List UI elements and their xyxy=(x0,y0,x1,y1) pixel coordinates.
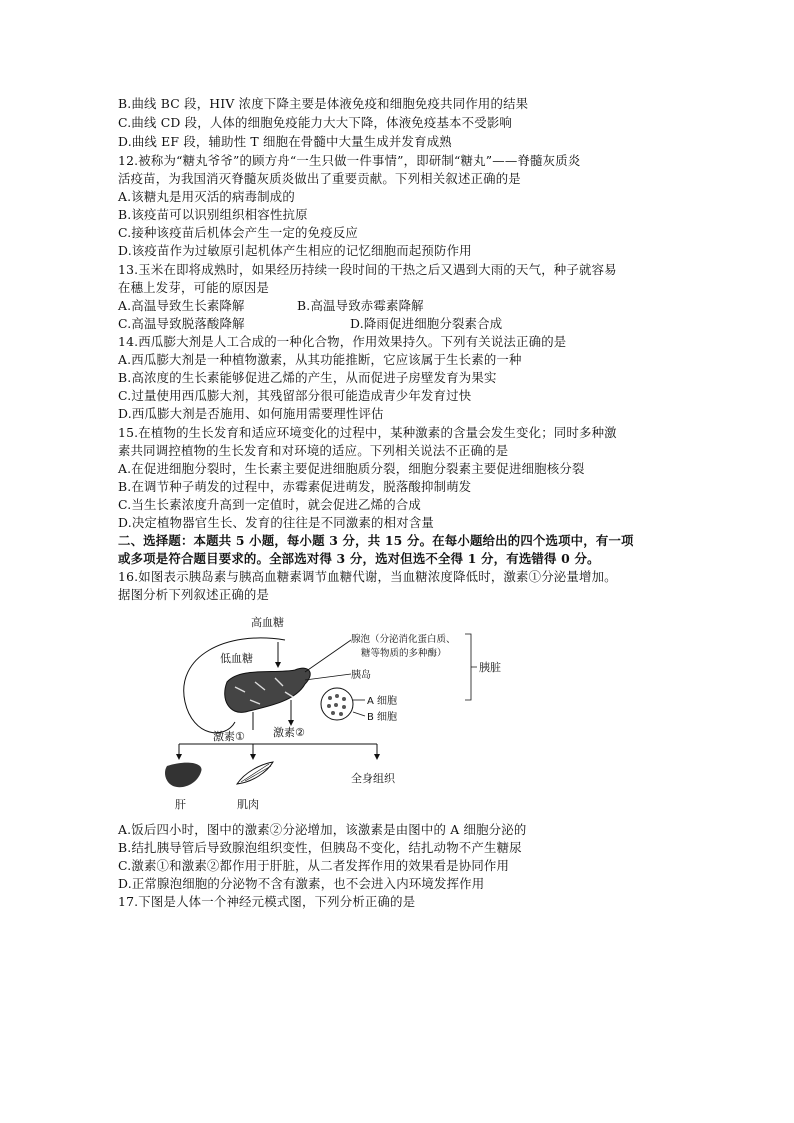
b-cell-pointer xyxy=(353,712,365,716)
section-2-heading: 或多项是符合题目要求的。全部选对得 3 分，选对但选不全得 1 分，有选错得 0 分。 xyxy=(118,551,600,566)
liver-label: 肝 xyxy=(175,798,186,811)
section-2-heading: 二、选择题：本题共 5 小题，每小题 3 分，共 15 分。在每小题给出的四个选项中，有一项 xyxy=(118,533,634,548)
islet-pointer xyxy=(305,674,351,680)
question-12-stem: 活疫苗，为我国消灭脊髓灰质炎做出了重要贡献。下列相关叙述正确的是 xyxy=(118,171,521,186)
islet-label: 胰岛 xyxy=(351,670,371,681)
glucose-regulation-diagram xyxy=(165,612,525,812)
arrowhead xyxy=(176,754,182,760)
question-15-stem: 素共同调控植物的生长发育和对环境的适应。下列相关说法不正确的是 xyxy=(118,443,509,458)
question-12-option-b: B.该疫苗可以识别组织相容性抗原 xyxy=(118,207,308,222)
pancreas-bracket xyxy=(465,634,477,700)
question-16-option-a: A.饭后四小时，图中的激素②分泌增加，该激素是由图中的 A 细胞分泌的 xyxy=(118,822,527,837)
pancreas-shape xyxy=(225,668,310,712)
question-15-option-b: B.在调节种子萌发的过程中，赤霉素促进萌发，脱落酸抑制萌发 xyxy=(118,479,472,494)
arrowhead xyxy=(374,754,380,760)
question-14-option-d: D.西瓜膨大剂是否施用、如何施用需要理性评估 xyxy=(118,406,384,421)
text-line: D.曲线 EF 段，辅助性 T 细胞在骨髓中大量生成并发育成熟 xyxy=(118,134,452,149)
question-17-stem: 17.下图是人体一个神经元模式图，下列分析正确的是 xyxy=(118,894,416,909)
question-15-option-c: C.当生长素浓度升高到一定值时，就会促进乙烯的合成 xyxy=(118,497,421,512)
question-12-stem: 12.被称为“糖丸爷爷”的顾方舟“一生只做一件事情”，即研制“糖丸”——脊髓灰质炎 xyxy=(118,153,581,168)
question-13-option-b: B.高温导致赤霉素降解 xyxy=(297,298,424,313)
b-cell-label: B 细胞 xyxy=(367,712,398,723)
hormone1-label: 激素① xyxy=(213,730,245,743)
question-14-option-a: A.西瓜膨大剂是一种植物激素，从其功能推断，它应该属于生长素的一种 xyxy=(118,352,522,367)
arrowhead xyxy=(250,754,256,760)
question-15-option-d: D.决定植物器官生长、发育的往往是不同激素的相对含量 xyxy=(118,515,435,530)
question-13-option-a: A.高温导致生长素降解 xyxy=(118,298,245,313)
pancreas-label: 胰脏 xyxy=(479,661,501,674)
arrowhead xyxy=(275,662,281,668)
question-13-option-d: D.降雨促进细胞分裂素合成 xyxy=(350,316,503,331)
question-16-option-b: B.结扎胰导管后导致腺泡组织变性，但胰岛不变化，结扎动物不产生糖尿 xyxy=(118,840,522,855)
acinus-label-2: 糖等物质的多种酶） xyxy=(361,648,447,659)
question-12-option-d: D.该疫苗作为过敏原引起机体产生相应的记忆细胞而起预防作用 xyxy=(118,243,472,258)
question-13-stem: 13.玉米在即将成熟时，如果经历持续一段时间的干热之后又遇到大雨的天气，种子就容易 xyxy=(118,262,617,277)
acinus-label: 腺泡（分泌消化蛋白质、 xyxy=(351,634,456,645)
question-13-option-c: C.高温导致脱落酸降解 xyxy=(118,316,245,331)
question-16-stem: 据图分析下列叙述正确的是 xyxy=(118,587,270,602)
question-15-option-a: A.在促进细胞分裂时，生长素主要促进细胞质分裂，细胞分裂素主要促进细胞核分裂 xyxy=(118,461,585,476)
question-16-stem: 16.如图表示胰岛素与胰高血糖素调节血糖代谢，当血糖浓度降低时，激素①分泌量增加。 xyxy=(118,569,617,584)
muscle-fibers xyxy=(241,764,271,782)
acinus-pointer xyxy=(305,640,351,672)
question-12-option-a: A.该糖丸是用灭活的病毒制成的 xyxy=(118,189,295,204)
whole-body-label: 全身组织 xyxy=(351,772,395,785)
muscle-label: 肌肉 xyxy=(237,798,259,811)
text-line: B.曲线 BC 段，HIV 浓度下降主要是体液免疫和细胞免疫共同作用的结果 xyxy=(118,96,529,111)
low-sugar-label: 低血糖 xyxy=(220,652,253,665)
text-line: C.曲线 CD 段，人体的细胞免疫能力大大下降，体液免疫基本不受影响 xyxy=(118,115,513,130)
question-13-stem: 在穗上发芽，可能的原因是 xyxy=(118,280,270,295)
question-16-option-c: C.激素①和激素②都作用于肝脏，从二者发挥作用的效果看是协同作用 xyxy=(118,858,510,873)
hormone2-label: 激素② xyxy=(273,726,305,739)
question-12-option-c: C.接种该疫苗后机体会产生一定的免疫反应 xyxy=(118,225,359,240)
question-15-stem: 15.在植物的生长发育和适应环境变化的过程中，某种激素的含量会发生变化；同时多种激 xyxy=(118,425,617,440)
high-sugar-label: 高血糖 xyxy=(251,616,284,629)
question-14-stem: 14.西瓜膨大剂是人工合成的一种化合物，作用效果持久。下列有关说法正确的是 xyxy=(118,334,567,349)
question-14-option-c: C.过量使用西瓜膨大剂，其残留部分很可能造成青少年发育过快 xyxy=(118,388,472,403)
liver-shape xyxy=(165,763,202,788)
question-16-option-d: D.正常腺泡细胞的分泌物不含有激素，也不会进入内环境发挥作用 xyxy=(118,876,485,891)
a-cell-label: A 细胞 xyxy=(367,696,398,707)
question-14-option-b: B.高浓度的生长素能够促进乙烯的产生，从而促进子房壁发育为果实 xyxy=(118,370,497,385)
